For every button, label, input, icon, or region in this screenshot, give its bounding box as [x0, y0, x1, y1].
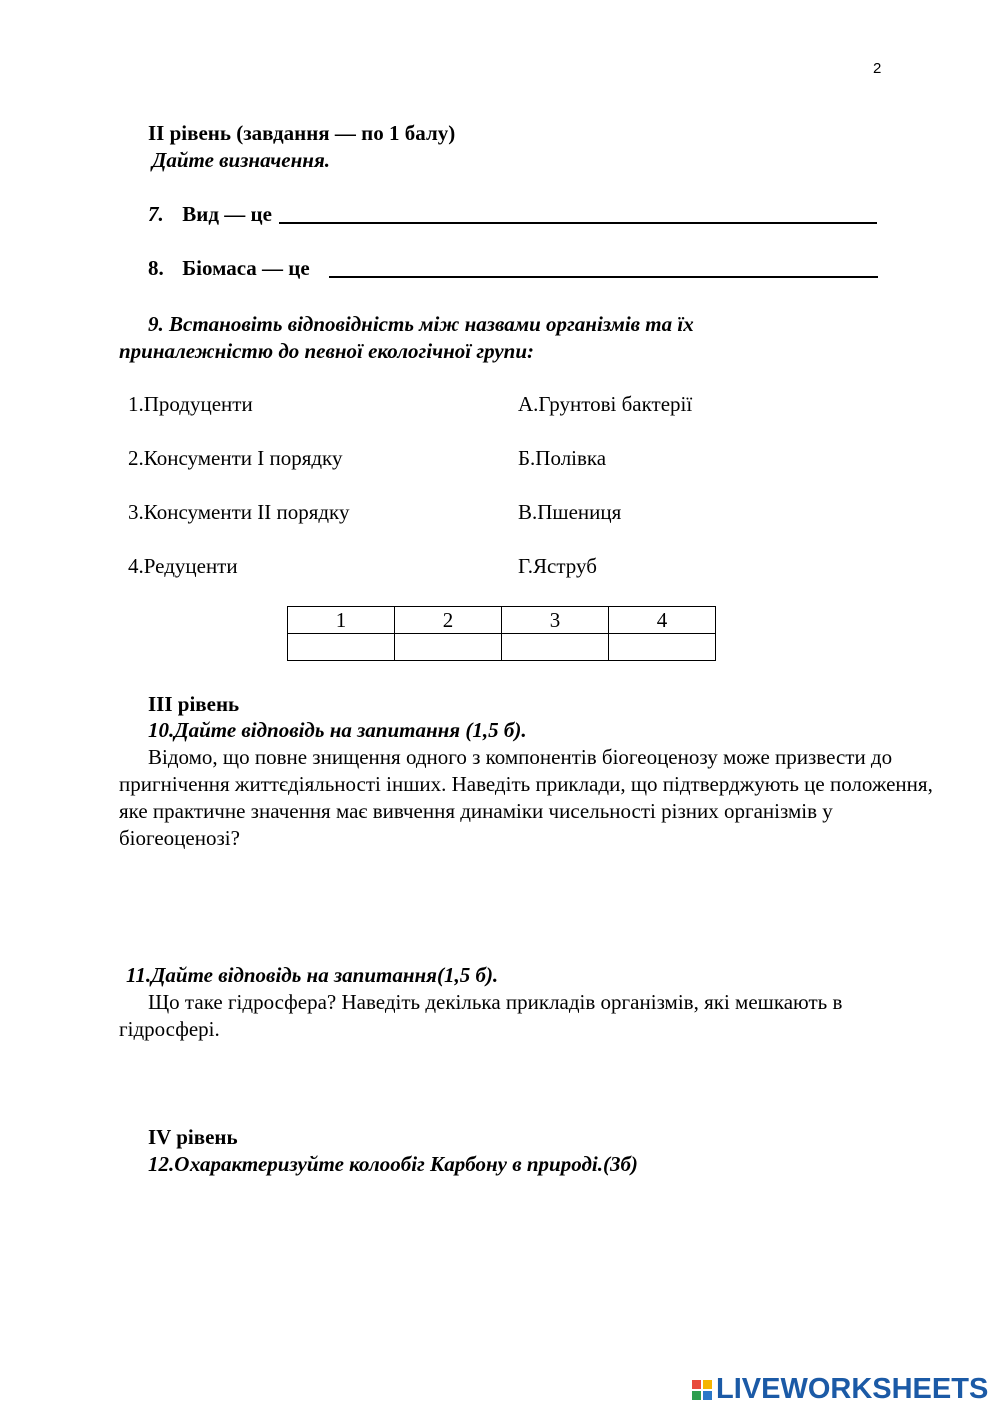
logo-square-blue	[703, 1391, 712, 1400]
question-11-title: 11.Дайте відповідь на запитання(1,5 б).	[126, 963, 499, 987]
question-11-answer-area[interactable]	[119, 1046, 939, 1122]
logo-squares-icon	[692, 1380, 712, 1400]
answer-cell-3[interactable]	[502, 634, 609, 661]
question-7-text: Вид — це	[182, 202, 272, 226]
answer-table-header: 2	[395, 607, 502, 634]
question-8	[148, 255, 310, 282]
question-8-answer-line[interactable]	[329, 276, 878, 278]
question-7-number: 7.	[148, 202, 164, 226]
question-12-answer-area[interactable]	[119, 1186, 939, 1356]
answer-table	[287, 606, 716, 661]
logo-square-red	[692, 1380, 701, 1389]
question-9-line-2: приналежністю до певної екологічної групи:	[119, 339, 535, 363]
liveworksheets-logo	[692, 1373, 988, 1406]
question-10-title: 10.Дайте відповідь на запитання (1,5 б).	[148, 718, 527, 742]
page-number: 2	[873, 60, 882, 77]
logo-square-yellow	[703, 1380, 712, 1389]
level-4-heading: IV рівень	[148, 1125, 238, 1149]
answer-table-header: 3	[502, 607, 609, 634]
answer-cell-1[interactable]	[288, 634, 395, 661]
group-item-1: 1.Продуценти	[128, 392, 253, 416]
question-8-number: 8.	[148, 256, 164, 280]
question-8-text: Біомаса — це	[182, 256, 310, 280]
answer-cell-4[interactable]	[609, 634, 716, 661]
level-2-heading: ІІ рівень (завдання — по 1 балу)	[148, 121, 456, 145]
definition-instruction: Дайте визначення.	[152, 148, 331, 172]
organism-item-d: Г.Яструб	[518, 554, 597, 578]
question-7	[148, 201, 272, 228]
group-item-2: 2.Консументи І порядку	[128, 446, 343, 470]
answer-cell-2[interactable]	[395, 634, 502, 661]
logo-text: LIVEWORKSHEETS	[716, 1373, 989, 1405]
group-item-3: 3.Консументи ІІ порядку	[128, 500, 350, 524]
answer-table-input-row	[288, 634, 716, 661]
organism-item-b: Б.Полівка	[518, 446, 607, 470]
answer-table-header: 4	[609, 607, 716, 634]
question-10-body: Відомо, що повне знищення одного з компонентів біогеоценозу може призвести до пригнічення життєдіяльності інших. Наведіть приклади, що підтверджують це положення, яке практичне значення має вивчення динаміки чисельності різних організмів у біогеоценозі?	[119, 745, 933, 850]
logo-square-green	[692, 1391, 701, 1400]
level-3-heading: ІІІ рівень	[148, 692, 240, 716]
question-11-body: Що таке гідросфера? Наведіть декілька прикладів організмів, які мешкають в гідросфері.	[119, 990, 843, 1041]
organism-item-a: А.Грунтові бактерії	[518, 392, 693, 416]
answer-table-header: 1	[288, 607, 395, 634]
question-10-answer-area[interactable]	[119, 856, 939, 956]
question-9-line-1: 9. Встановіть відповідність між назвами організмів та їх	[148, 312, 694, 336]
question-12-title: 12.Охарактеризуйте колообіг Карбону в природі.(3б)	[148, 1152, 638, 1176]
organism-item-c: В.Пшениця	[518, 500, 622, 524]
group-item-4: 4.Редуценти	[128, 554, 238, 578]
question-7-answer-line[interactable]	[279, 222, 877, 224]
answer-table-header-row	[288, 607, 716, 634]
